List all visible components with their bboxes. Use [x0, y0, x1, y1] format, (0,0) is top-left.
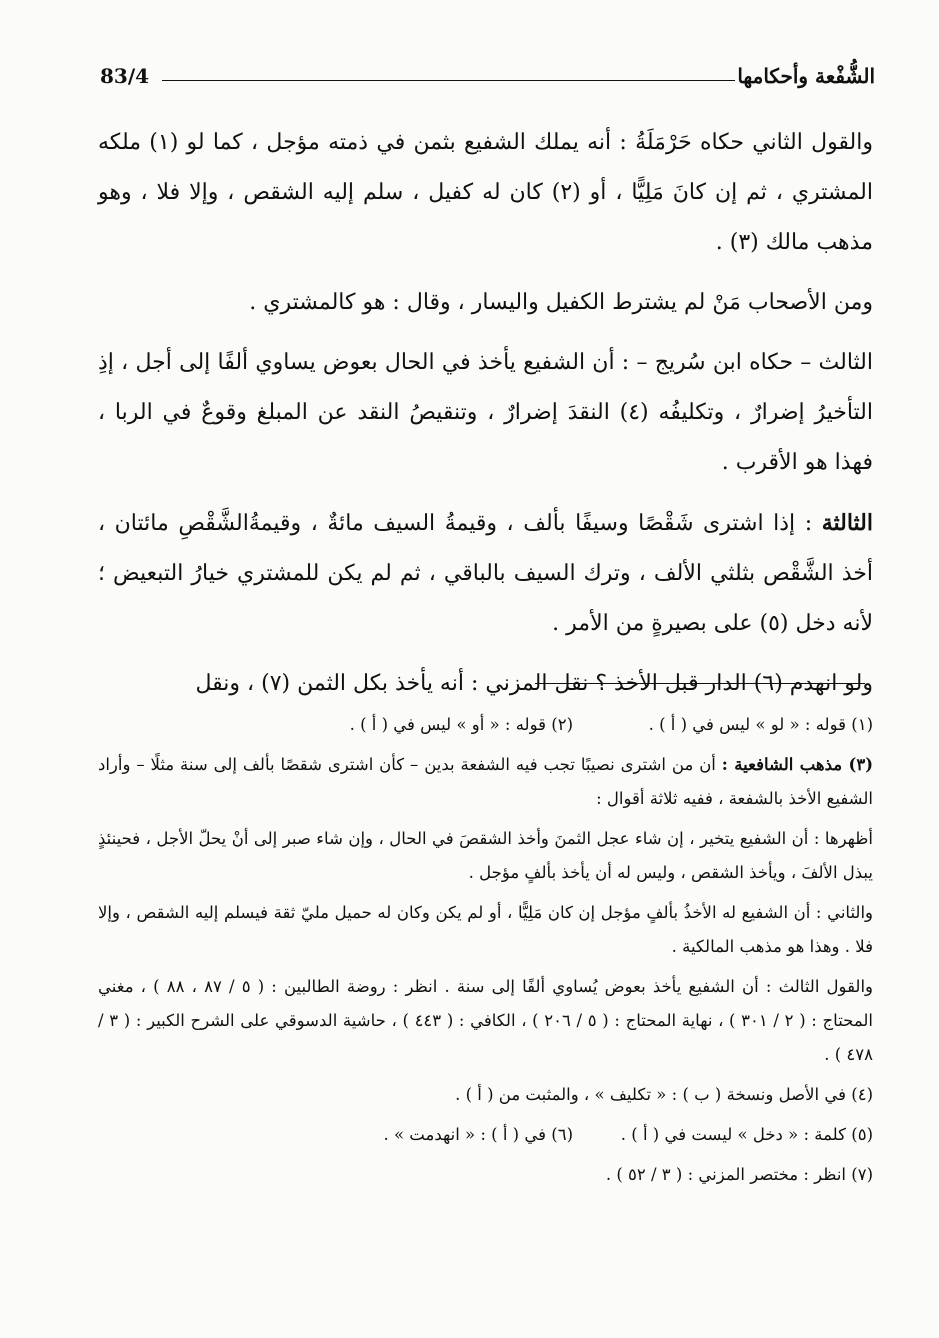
- footnote-5: (٥) كلمة : « دخل » ليست في ( أ ) .: [620, 1125, 873, 1144]
- issue-text: : إذا اشترى شَقْصًا وسيفًا بألف ، وقيمةُ السيف مائةٌ ، وقيمةُالشَّقْصِ مائتان ، أخذ الشَّقْص بثلثي الألف ، وترك السيف بالباقي ، ثم لم يكن للمشتري خيارُ التبعيض ؛ لأنه دخل (٥) على بصيرةٍ من الأمر .: [98, 511, 873, 636]
- running-header: [100, 58, 875, 98]
- issue-heading: الثالثة: [821, 510, 873, 536]
- footnotes: [98, 708, 873, 1198]
- paragraph-second-opinion: والقول الثاني حكاه حَرْمَلَةُ : أنه يملك الشفيع بثمن في ذمته مؤجل ، كما لو (١) ملكه المشتري ، ثم إن كانَ مَلِيًّا ، أو (٢) كان له كفيل ، سلم إليه الشقص ، وإلا فلا ، وهو مذهب مالك (٣) .: [98, 130, 874, 255]
- paragraph-demolition: ولو انهدم (٦) الدار قبل الأخذ ؟ نقل المزني : أنه يأخذ بكل الثمن (٧) ، ونقل: [195, 671, 873, 696]
- page-number: 83/4: [100, 64, 150, 88]
- footnote-6: (٦) في ( أ ) : « انهدمت » .: [383, 1125, 573, 1144]
- paragraph-third-issue: [98, 498, 873, 649]
- footnote-row-5-6: [98, 1118, 873, 1152]
- footnote-3-text: أن من اشترى نصيبًا تجب فيه الشفعة بدين – كأن اشترى شقصًا بألف إلى سنة مثلًا – وأراد الشفيع الأخذ بالشفعة ، ففيه ثلاثة أقوال :: [98, 755, 873, 808]
- footnote-3-first-opinion: أظهرها : أن الشفيع يتخير ، إن شاء عجل الثمنَ وأخذ الشقصَ في الحال ، وإن شاء صبر إلى أنْ يحلّ الأجل ، فحينئذٍ يبذل الألفَ ، ويأخذ الشقص ، وليس له أن يأخذ بألفٍ مؤجل .: [98, 829, 873, 882]
- paragraph-companions: ومن الأصحاب مَنْ لم يشترط الكفيل واليسار ، وقال : هو كالمشتري .: [249, 290, 873, 315]
- footnote-7: (٧) انظر : مختصر المزني : ( ٣ / ٥٢ ) .: [605, 1165, 873, 1184]
- footnote-2: (٢) قوله : « أو » ليس في ( أ ) .: [349, 715, 573, 734]
- main-text: [98, 118, 873, 719]
- footnote-row-1-2: [98, 708, 873, 742]
- footnote-3-heading: (٣) مذهب الشافعية :: [721, 755, 873, 774]
- footnote-3-second-opinion: والثاني : أن الشفيع له الأخذُ بألفٍ مؤجل إن كان مَلِيًّا ، أو لم يكن وكان له حميل مليّ ثقة فيسلم إليه الشقص ، وإلا فلا . وهذا هو مذهب المالكية .: [98, 903, 873, 956]
- footnote-3-third-opinion: والقول الثالث : أن الشفيع يأخذ بعوض يُساوي ألفًا إلى سنة . انظر : روضة الطالبين : ( ٥ / ٨٧ ، ٨٨ ) ، مغني المحتاج : ( ٢ / ٣٠١ ) ، نهاية المحتاج : ( ٥ / ٢٠٦ ) ، الكافي : ( ٤٤٣ ) ، حاشية الدسوقي على الشرح الكبير : ( ٣ / ٤٧٨ ) .: [98, 977, 873, 1064]
- header-rule: [162, 80, 735, 81]
- footnote-separator: [535, 683, 865, 684]
- footnote-4: (٤) في الأصل ونسخة ( ب ) : « تكليف » ، والمثبت من ( أ ) .: [455, 1085, 873, 1104]
- paragraph-third-opinion: الثالث – حكاه ابن سُريج – : أن الشفيع يأخذ في الحال بعوض يساوي ألفًا إلى أجل ، إذِ التأخيرُ إضرارٌ ، وتكليفُه (٤) النقدَ إضرارٌ ، وتنقيصُ النقد عن المبلغ وقوعٌ في الربا ، فهذا هو الأقرب .: [98, 350, 873, 475]
- footnote-3: [98, 748, 873, 816]
- chapter-title: الشُّفْعة وأحكامها: [737, 64, 875, 88]
- footnote-1: (١) قوله : « لو » ليس في ( أ ) .: [648, 715, 873, 734]
